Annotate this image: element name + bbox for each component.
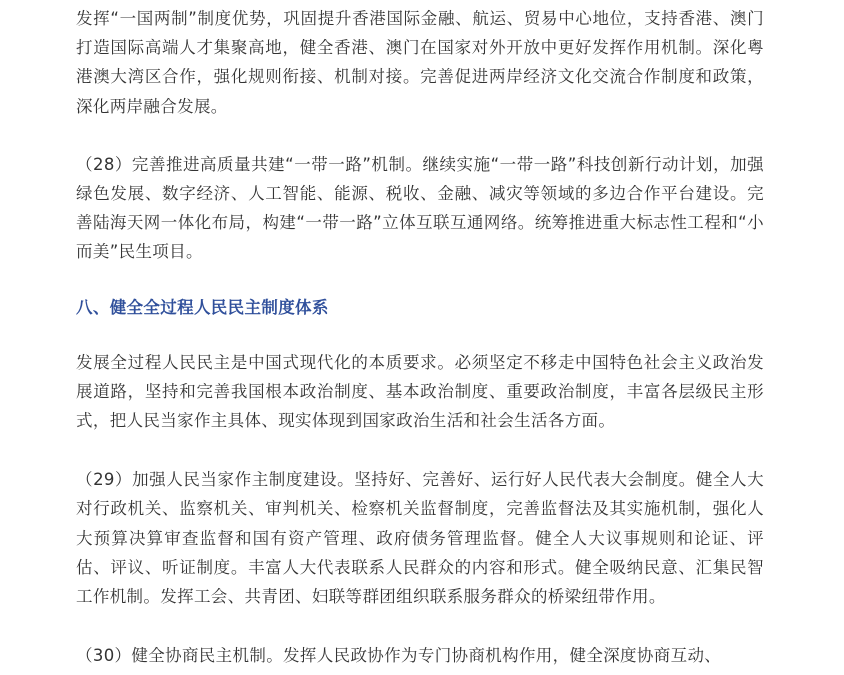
paragraph-29-peoples-congress: （29）加强人民当家作主制度建设。坚持好、完善好、运行好人民代表大会制度。健全人大对行政机关、监察机关、审判机关、检察机关监督制度，完善监督法及其实施机制，强化人大预算决算审查监督和国有资产管理、政府债务管理监督。健全人大议事规则和论证、评估、评议、听证制度。丰富人大代表联系人民群众的内容和形式。健全吸纳民意、汇集民智工作机制。发挥工会、共青团、妇联等群团组织联系服务群众的桥梁纽带作用。 (76, 470, 764, 607)
paragraph-28-belt-and-road: （28）完善推进高质量共建“一带一路”机制。继续实施“一带一路”科技创新行动计划，加强绿色发展、数字经济、人工智能、能源、税收、金融、减灾等领域的多边合作平台建设。完善陆海天网一体化布局，构建“一带一路”立体互联互通网络。统筹推进重大标志性工程和“小而美”民生项目。 (76, 154, 764, 262)
paragraph-hk-macao-taiwan: 发挥“一国两制”制度优势，巩固提升香港国际金融、航运、贸易中心地位，支持香港、澳门打造国际高端人才集聚高地，健全香港、澳门在国家对外开放中更好发挥作用机制。深化粤港澳大湾区合作，强化规则衔接、机制对接。完善促进两岸经济文化交流合作制度和政策，深化两岸融合发展。 (76, 9, 764, 116)
section-heading-8: 八、健全全过程人民民主制度体系 (76, 297, 329, 317)
article-body (76, 0, 764, 670)
paragraph-30-consultative-democracy: （30）健全协商民主机制。发挥人民政协作为专门协商机构作用，健全深度协商互动、 (76, 646, 722, 666)
paragraph-whole-process-democracy: 发展全过程人民民主是中国式现代化的本质要求。必须坚定不移走中国特色社会主义政治发展道路，坚持和完善我国根本政治制度、基本政治制度、重要政治制度，丰富各层级民主形式，把人民当家作主具体、现实体现到国家政治生活和社会生活各方面。 (76, 352, 764, 431)
